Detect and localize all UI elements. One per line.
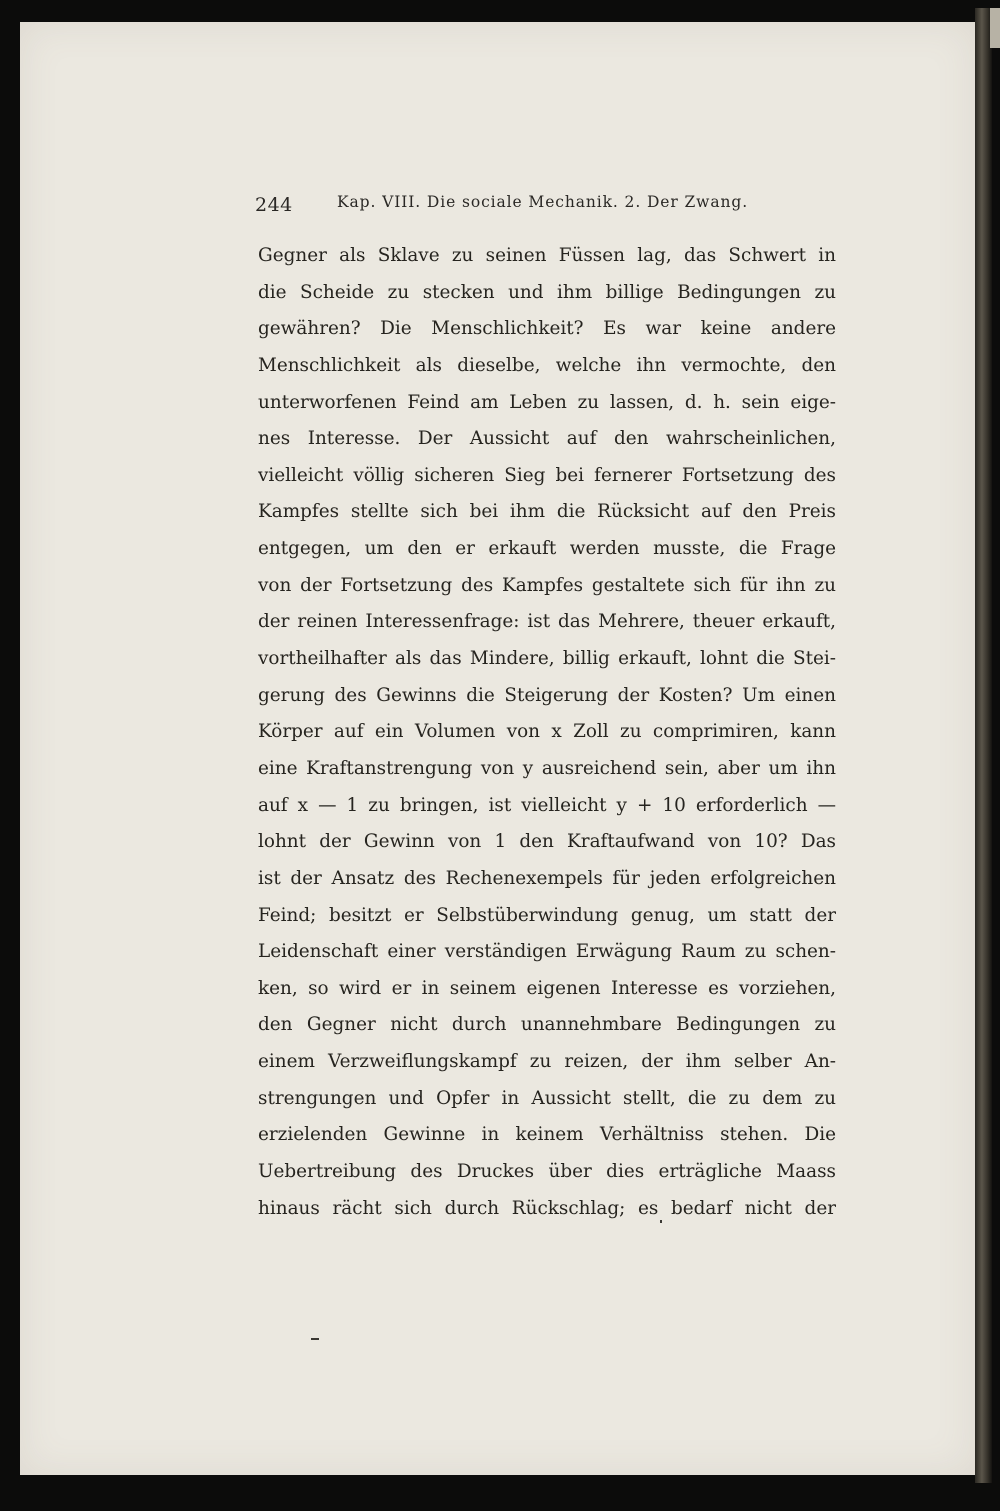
running-head: Kap. VIII. Die sociale Mechanik. 2. Der Zwang. (337, 193, 749, 211)
text-line: gewähren? Die Menschlichkeit? Es war keine andere (258, 318, 836, 340)
text-line: Kampfes stellte sich bei ihm die Rücksicht auf den Preis (258, 501, 836, 523)
text-line: lohnt der Gewinn von 1 den Kraftaufwand von 10? Das (258, 831, 836, 853)
text-line: Leidenschaft einer verständigen Erwägung Raum zu schen- (258, 941, 836, 963)
text-line: Körper auf ein Volumen von x Zoll zu comprimiren, kann (258, 721, 836, 743)
text-line: erzielenden Gewinne in keinem Verhältniss stehen. Die (258, 1124, 836, 1146)
text-line: von der Fortsetzung des Kampfes gestaltete sich für ihn zu (258, 574, 836, 596)
text-line: ist der Ansatz des Rechenexempels für jeden erfolgreichen (258, 867, 836, 889)
text-line: ken, so wird er in seinem eigenen Interesse es vorziehen, (258, 977, 836, 999)
text-line: Feind; besitzt er Selbstüberwindung genug, um statt der (258, 904, 836, 926)
text-line: eine Kraftanstrengung von y ausreichend sein, aber um ihn (258, 757, 836, 779)
text-line: nes Interesse. Der Aussicht auf den wahrscheinlichen, (258, 428, 836, 450)
page-number: 244 (255, 194, 293, 216)
text-line: Menschlichkeit als dieselbe, welche ihn vermochte, den (258, 354, 836, 376)
text-line: den Gegner nicht durch unannehmbare Bedingungen zu (258, 1014, 836, 1036)
text-line: Uebertreibung des Druckes über dies erträgliche Maass (258, 1161, 836, 1183)
text-line: strengungen und Opfer in Aussicht stellt, die zu dem zu (258, 1087, 836, 1109)
text-line: hinaus rächt sich durch Rückschlag; es bedarf nicht der (258, 1197, 836, 1219)
book-edge-highlight (990, 8, 1000, 48)
text-line: auf x — 1 zu bringen, ist vielleicht y + 10 erforderlich — (258, 794, 836, 816)
text-line: gerung des Gewinns die Steigerung der Kosten? Um einen (258, 684, 836, 706)
text-line: unterworfenen Feind am Leben zu lassen, d. h. sein eige- (258, 391, 836, 413)
text-line: entgegen, um den er erkauft werden musste, die Frage (258, 538, 836, 560)
page-speck (311, 1338, 319, 1340)
text-line: einem Verzweiflungskampf zu reizen, der ihm selber An- (258, 1051, 836, 1073)
body-text (258, 238, 836, 1227)
text-line: Gegner als Sklave zu seinen Füssen lag, das Schwert in (258, 245, 836, 266)
book-edge (975, 8, 992, 1483)
text-line: der reinen Interessenfrage: ist das Mehrere, theuer erkauft, (258, 611, 836, 633)
page-header (255, 190, 755, 220)
text-line: vortheilhafter als das Mindere, billig erkauft, lohnt die Stei- (258, 648, 836, 670)
text-line: die Scheide zu stecken und ihm billige Bedingungen zu (258, 281, 836, 303)
text-line: vielleicht völlig sicheren Sieg bei fernerer Fortsetzung des (258, 464, 836, 486)
